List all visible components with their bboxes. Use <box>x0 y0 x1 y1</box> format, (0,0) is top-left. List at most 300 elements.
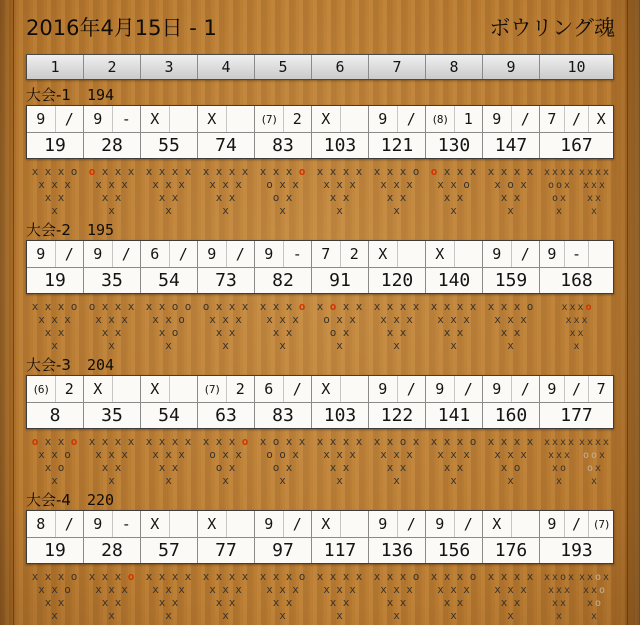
pin-down-icon: x <box>158 435 166 448</box>
pin-down-icon: x <box>158 300 166 313</box>
pin-down-icon: x <box>547 585 555 596</box>
pin-deck <box>578 568 610 620</box>
pin-down-icon: x <box>555 611 563 622</box>
frame-pins <box>140 163 197 215</box>
pin-spared-icon: o <box>298 570 306 583</box>
frame-marks-cell[interactable] <box>483 106 540 132</box>
frame-pins <box>311 298 368 350</box>
pin-row <box>428 581 480 594</box>
pins-grid <box>26 298 614 350</box>
pin-down-icon: x <box>215 570 223 583</box>
pin-down-icon: x <box>450 583 457 596</box>
frame-marks-cell[interactable] <box>84 241 141 267</box>
ball-mark <box>169 106 198 132</box>
pin-deck <box>485 568 537 620</box>
frame-marks-cell[interactable] <box>84 376 141 402</box>
ball-mark: / <box>397 106 426 132</box>
frame-marks-cell[interactable] <box>198 241 255 267</box>
pin-down-icon: x <box>171 191 179 204</box>
pin-deck <box>29 298 81 350</box>
frame-marks-cell[interactable] <box>540 106 613 132</box>
frame-marks-cell[interactable] <box>369 511 426 537</box>
pin-down-icon: x <box>437 178 444 191</box>
ball-mark: 8 <box>36 515 46 533</box>
pin-deck <box>86 163 138 215</box>
pin-row <box>543 163 575 176</box>
ball-mark: 9 <box>492 380 502 398</box>
pins-grid <box>26 433 614 485</box>
pin-down-icon: x <box>373 165 381 178</box>
frame-number-cell: 4 <box>198 55 255 79</box>
frame-total-cell[interactable]: 35 <box>84 268 141 293</box>
pin-row <box>314 568 366 581</box>
pin-down-icon: x <box>202 165 210 178</box>
pin-down-icon: x <box>51 339 58 352</box>
frame-total-cell[interactable]: 176 <box>483 538 540 563</box>
frame-total-cell[interactable]: 160 <box>483 403 540 428</box>
pin-down-icon: x <box>513 165 521 178</box>
frame-total-cell[interactable]: 28 <box>84 538 141 563</box>
pin-row <box>257 337 309 350</box>
pin-down-icon: x <box>209 583 216 596</box>
pin-deck <box>200 163 252 215</box>
frame-marks-cell[interactable] <box>369 106 426 132</box>
pin-down-icon: x <box>292 448 299 461</box>
frame-total-cell[interactable]: 35 <box>84 403 141 428</box>
pin-down-icon: x <box>551 598 559 609</box>
frame-total-cell[interactable]: 54 <box>141 403 198 428</box>
pin-down-icon: x <box>507 448 514 461</box>
pin-down-icon: x <box>114 165 122 178</box>
frame-total-cell[interactable]: 136 <box>369 538 426 563</box>
pin-row <box>29 311 81 324</box>
ball-mark: 2 <box>226 376 255 402</box>
frame-total-cell[interactable]: 103 <box>312 133 369 158</box>
pin-down-icon: x <box>316 300 324 313</box>
frame-marks-cell[interactable] <box>141 241 198 267</box>
pin-down-icon: x <box>228 191 236 204</box>
pin-down-icon: x <box>393 448 400 461</box>
frame-total-cell[interactable]: 19 <box>27 538 84 563</box>
pin-down-icon: x <box>145 570 153 583</box>
pin-down-icon: x <box>437 583 444 596</box>
pin-row <box>29 568 81 581</box>
pin-row <box>257 433 309 446</box>
game-label: 大会-3 <box>26 356 71 374</box>
pin-down-icon: x <box>456 596 464 609</box>
pins-grid <box>26 568 614 620</box>
frame-marks-cell[interactable] <box>426 241 483 267</box>
pin-down-icon: x <box>487 165 495 178</box>
frame-total-cell[interactable]: 73 <box>198 268 255 293</box>
pin-row <box>543 433 575 446</box>
ball-mark: 7 <box>547 110 557 128</box>
pin-spared-icon: o <box>323 313 330 326</box>
pin-down-icon: x <box>64 178 71 191</box>
pin-down-icon: x <box>450 474 457 487</box>
pin-left-icon: o <box>594 598 602 609</box>
pin-row <box>257 472 309 485</box>
frame-marks-cell[interactable] <box>426 106 483 132</box>
pin-down-icon: x <box>145 435 153 448</box>
pin-deck <box>257 433 309 485</box>
frame-total-cell[interactable]: 156 <box>426 538 483 563</box>
pin-down-icon: x <box>386 435 394 448</box>
pin-down-icon: x <box>399 461 407 474</box>
frame-pins <box>83 433 140 485</box>
pin-deck <box>485 433 537 485</box>
pin-down-icon: x <box>127 435 135 448</box>
pin-down-icon: x <box>543 572 551 583</box>
pin-spared-icon: o <box>178 313 185 326</box>
ball-mark: (7) <box>588 511 613 537</box>
frame-total-cell[interactable]: 168 <box>560 270 593 291</box>
ball-mark: / <box>397 511 426 537</box>
frame-total-cell[interactable]: 8 <box>27 403 84 428</box>
pin-down-icon: x <box>285 165 293 178</box>
pin-row <box>428 433 480 446</box>
frame-total-cell[interactable]: 57 <box>141 538 198 563</box>
frame-marks-cell[interactable] <box>426 511 483 537</box>
pin-row <box>543 581 575 594</box>
pin-down-icon: x <box>165 204 172 217</box>
pin-down-icon: x <box>31 300 39 313</box>
frame-marks-cell[interactable] <box>312 106 369 132</box>
pin-down-icon: x <box>487 300 495 313</box>
game-header <box>26 221 614 240</box>
pin-row <box>86 311 138 324</box>
frame-marks-cell[interactable] <box>369 376 426 402</box>
game-header <box>26 356 614 375</box>
frame-marks-cell[interactable] <box>141 376 198 402</box>
pin-down-icon: x <box>171 596 179 609</box>
frame-marks-cell[interactable] <box>369 241 426 267</box>
pin-down-icon: x <box>555 585 563 596</box>
pin-row <box>314 433 366 446</box>
frame-total-cell[interactable]: 55 <box>141 133 198 158</box>
frame-marks-cell[interactable] <box>27 106 84 132</box>
frame-total-cell[interactable]: 130 <box>426 133 483 158</box>
pin-down-icon: x <box>152 313 159 326</box>
pin-row <box>143 568 195 581</box>
frame-pins <box>539 568 614 620</box>
ball-mark <box>511 511 540 537</box>
frame-marks-cell[interactable] <box>540 511 613 537</box>
ball-mark: / <box>564 106 589 132</box>
pin-down-icon: x <box>406 178 413 191</box>
pin-row <box>314 472 366 485</box>
ball-mark: 6 <box>264 380 274 398</box>
frame-total-cell[interactable]: 103 <box>312 403 369 428</box>
pin-down-icon: x <box>507 583 514 596</box>
pin-down-icon: x <box>513 300 521 313</box>
pin-down-icon: x <box>590 206 598 217</box>
pin-down-icon: x <box>329 461 337 474</box>
pin-row <box>143 337 195 350</box>
pin-down-icon: x <box>285 596 293 609</box>
frame-marks-cell[interactable] <box>27 511 84 537</box>
pin-down-icon: x <box>279 339 286 352</box>
frame-marks-cell[interactable] <box>141 106 198 132</box>
pin-down-icon: x <box>51 583 58 596</box>
ball-mark: / <box>169 241 198 267</box>
frame-marks-cell[interactable] <box>255 376 312 402</box>
app-title: ボウリング魂 <box>489 16 615 40</box>
frame-total-cell[interactable]: 19 <box>27 268 84 293</box>
pin-row <box>371 176 423 189</box>
pin-down-icon: x <box>594 193 602 204</box>
pin-down-icon: x <box>108 339 115 352</box>
frame-total-cell[interactable]: 54 <box>141 268 198 293</box>
pin-down-icon: x <box>51 204 58 217</box>
pin-row <box>314 298 366 311</box>
frame-pins <box>368 163 425 215</box>
pin-row <box>200 163 252 176</box>
frame-total-cell[interactable]: 28 <box>84 133 141 158</box>
frame-total-cell[interactable]: 117 <box>312 538 369 563</box>
frame-marks-cell[interactable] <box>27 376 84 402</box>
ball-mark: X <box>378 245 388 263</box>
pin-down-icon: x <box>152 178 159 191</box>
pin-row <box>29 298 81 311</box>
frame-number-cell: 2 <box>84 55 141 79</box>
frame-pins <box>83 568 140 620</box>
ball-mark: X <box>150 380 160 398</box>
pin-down-icon: x <box>342 300 350 313</box>
pin-down-icon: x <box>114 596 122 609</box>
pin-down-icon: x <box>500 435 508 448</box>
pin-spared-icon: o <box>469 570 477 583</box>
pin-deck <box>543 433 575 485</box>
pin-down-icon: x <box>551 437 559 448</box>
pin-down-icon: x <box>342 596 350 609</box>
pin-down-icon: x <box>323 448 330 461</box>
pin-row <box>200 607 252 620</box>
pin-row <box>314 311 366 324</box>
frame-marks-cell[interactable] <box>483 376 540 402</box>
frame-total-cell[interactable]: 63 <box>198 403 255 428</box>
ball-mark <box>397 241 426 267</box>
pin-down-icon: x <box>178 178 185 191</box>
pin-deck <box>578 163 610 215</box>
marks-row <box>27 241 613 267</box>
pin-row <box>314 581 366 594</box>
ball-mark: 2 <box>55 376 84 402</box>
pin-down-icon: x <box>101 570 109 583</box>
frame-pins <box>26 163 83 215</box>
pin-down-icon: x <box>520 448 527 461</box>
pin-deck <box>314 298 366 350</box>
frame-total-cell[interactable]: 122 <box>369 403 426 428</box>
pin-down-icon: x <box>513 570 521 583</box>
frame-total-cell[interactable]: 83 <box>255 133 312 158</box>
pin-down-icon: x <box>463 313 470 326</box>
pin-down-icon: x <box>259 435 267 448</box>
pin-down-icon: x <box>38 178 45 191</box>
pin-down-icon: x <box>228 435 236 448</box>
frame-total-cell[interactable]: 120 <box>369 268 426 293</box>
pin-down-icon: x <box>336 339 343 352</box>
pin-row <box>543 202 575 215</box>
frame-marks-cell[interactable] <box>312 241 369 267</box>
pin-down-icon: x <box>443 596 451 609</box>
pin-down-icon: x <box>272 300 280 313</box>
pin-spared-icon: o <box>209 448 216 461</box>
pin-down-icon: x <box>316 435 324 448</box>
frame-marks-cell[interactable] <box>426 376 483 402</box>
ball-mark: / <box>397 376 426 402</box>
pin-row <box>29 433 81 446</box>
frame-marks-cell[interactable] <box>198 106 255 132</box>
frame-marks-cell[interactable] <box>255 511 312 537</box>
pin-down-icon: x <box>266 313 273 326</box>
pin-down-icon: x <box>487 435 495 448</box>
frame-marks-cell[interactable] <box>255 241 312 267</box>
frame-marks-cell[interactable] <box>312 376 369 402</box>
pin-down-icon: x <box>406 313 413 326</box>
score-table <box>26 240 614 294</box>
frame-total-cell[interactable]: 177 <box>560 405 593 426</box>
frame-total-cell[interactable]: 167 <box>560 135 593 156</box>
pin-down-icon: x <box>578 572 586 583</box>
pin-missed-icon: o <box>298 300 306 313</box>
totals-row <box>27 537 613 563</box>
frame-total-cell[interactable]: 97 <box>255 538 312 563</box>
pin-down-icon: x <box>285 326 293 339</box>
frame-marks-cell[interactable] <box>540 241 613 267</box>
frame-total-cell[interactable]: 147 <box>483 133 540 158</box>
frame-marks-cell[interactable] <box>84 106 141 132</box>
pin-down-icon: x <box>292 313 299 326</box>
score-table <box>26 375 614 429</box>
ball-mark: (6) <box>32 382 50 396</box>
pin-row <box>29 176 81 189</box>
pin-down-icon: x <box>500 300 508 313</box>
pin-down-icon: x <box>577 302 584 313</box>
pin-spared-icon: o <box>272 191 280 204</box>
frame-total-cell[interactable]: 74 <box>198 133 255 158</box>
pin-down-icon: x <box>443 165 451 178</box>
pin-row <box>485 607 537 620</box>
frame-marks-cell[interactable] <box>255 106 312 132</box>
frame-total-cell[interactable]: 141 <box>426 403 483 428</box>
pin-down-icon: x <box>500 570 508 583</box>
pin-row <box>314 337 366 350</box>
frame-total-cell[interactable]: 77 <box>198 538 255 563</box>
pin-down-icon: x <box>463 448 470 461</box>
frame-total-cell[interactable]: 83 <box>255 403 312 428</box>
game-label: 大会-4 <box>26 491 71 509</box>
pin-missed-icon: o <box>329 300 337 313</box>
pin-row <box>86 581 138 594</box>
frame-total-cell[interactable]: 91 <box>312 268 369 293</box>
frame-marks-cell[interactable] <box>483 511 540 537</box>
pin-row <box>543 568 575 581</box>
frame-marks-cell[interactable] <box>27 241 84 267</box>
frame-total-cell[interactable]: 193 <box>560 540 593 561</box>
pin-down-icon: x <box>500 326 508 339</box>
frame-marks-cell[interactable] <box>312 511 369 537</box>
frame-total-cell[interactable]: 82 <box>255 268 312 293</box>
pin-down-icon: x <box>51 474 58 487</box>
pin-down-icon: x <box>563 585 571 596</box>
pin-row <box>485 176 537 189</box>
pin-row <box>578 581 610 594</box>
score-table <box>26 105 614 159</box>
game-label: 大会-2 <box>26 221 71 239</box>
ball-mark: / <box>511 106 540 132</box>
ball-mark: / <box>55 241 84 267</box>
pin-down-icon: x <box>165 178 172 191</box>
pin-spared-icon: o <box>555 180 563 191</box>
pin-row <box>314 163 366 176</box>
pin-row <box>578 472 610 485</box>
pin-down-icon: x <box>355 300 363 313</box>
frame-pins <box>425 433 482 485</box>
totals-row <box>27 267 613 293</box>
pin-row <box>485 298 537 311</box>
pin-down-icon: x <box>184 570 192 583</box>
ball-mark: / <box>112 241 141 267</box>
pin-down-icon: x <box>259 570 267 583</box>
frame-marks-cell[interactable] <box>198 511 255 537</box>
frame-pins <box>425 568 482 620</box>
pin-down-icon: x <box>543 167 551 178</box>
pin-row <box>200 337 252 350</box>
frame-marks-cell[interactable] <box>483 241 540 267</box>
ball-mark: 9 <box>264 515 274 533</box>
frame-marks-cell[interactable] <box>141 511 198 537</box>
pin-down-icon: x <box>526 435 534 448</box>
frame-pins <box>482 163 539 215</box>
pin-down-icon: x <box>114 191 122 204</box>
pin-down-icon: x <box>563 450 571 461</box>
pin-row <box>485 472 537 485</box>
frame-marks-cell[interactable] <box>198 376 255 402</box>
pin-down-icon: x <box>235 583 242 596</box>
pin-deck <box>485 298 537 350</box>
frame-marks-cell[interactable] <box>540 376 613 402</box>
pin-down-icon: x <box>450 448 457 461</box>
frame-marks-cell[interactable] <box>84 511 141 537</box>
pin-down-icon: x <box>380 583 387 596</box>
pin-down-icon: x <box>329 435 337 448</box>
pin-spared-icon: o <box>64 448 71 461</box>
pin-down-icon: x <box>487 570 495 583</box>
pin-down-icon: x <box>565 315 572 326</box>
pin-row <box>257 568 309 581</box>
pin-row <box>200 176 252 189</box>
pin-row <box>428 446 480 459</box>
ball-mark: 1 <box>454 106 483 132</box>
pin-down-icon: x <box>38 583 45 596</box>
pin-down-icon: x <box>578 167 586 178</box>
pin-down-icon: x <box>178 583 185 596</box>
pin-row <box>29 581 81 594</box>
pin-down-icon: x <box>272 165 280 178</box>
frame-total-cell[interactable]: 140 <box>426 268 483 293</box>
frame-total-cell[interactable]: 121 <box>369 133 426 158</box>
frame-pins <box>83 298 140 350</box>
pin-row <box>86 202 138 215</box>
pin-down-icon: x <box>228 461 236 474</box>
frame-total-cell[interactable]: 19 <box>27 133 84 158</box>
pin-down-icon: x <box>329 596 337 609</box>
frame-total-cell[interactable]: 159 <box>483 268 540 293</box>
pin-down-icon: x <box>520 583 527 596</box>
pin-down-icon: x <box>393 313 400 326</box>
pin-down-icon: x <box>44 596 52 609</box>
